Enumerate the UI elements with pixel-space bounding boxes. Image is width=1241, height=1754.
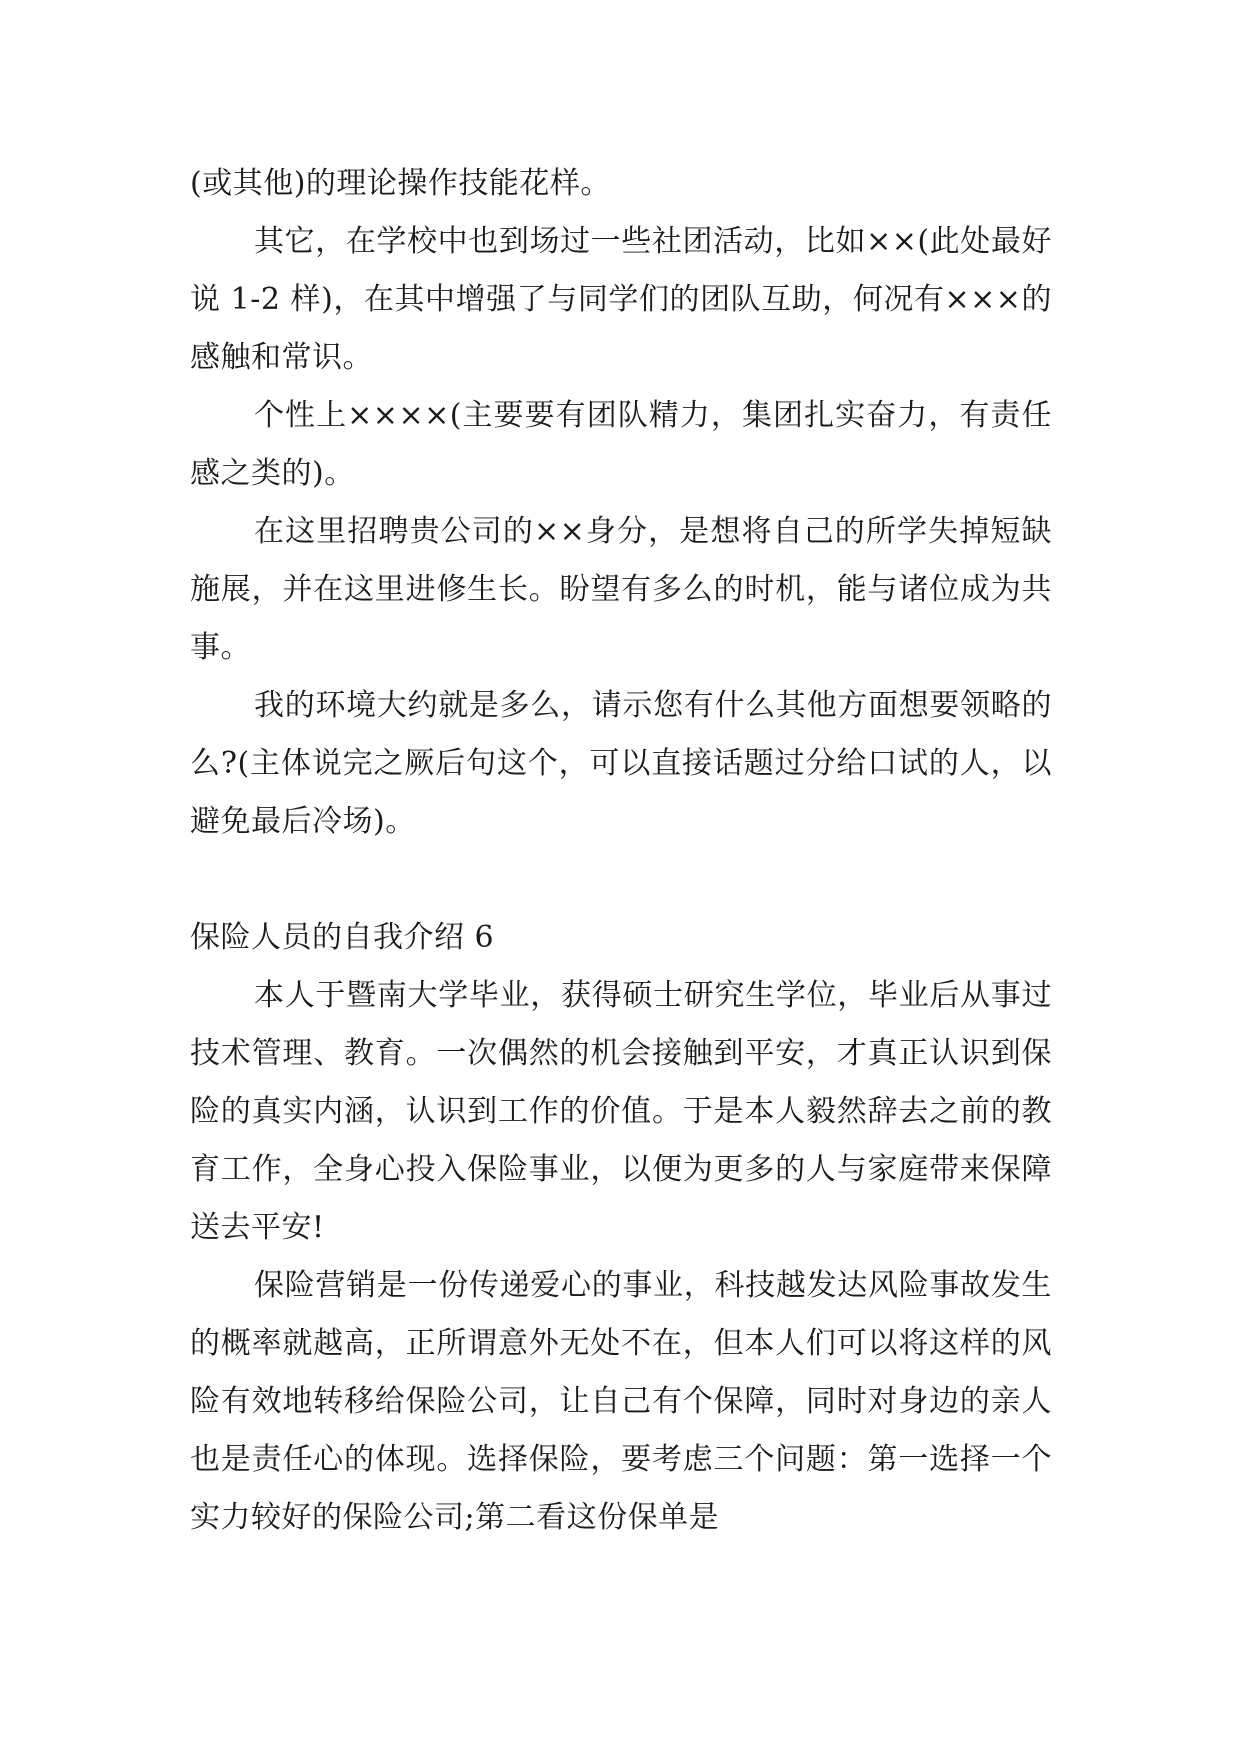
document-body: [190, 155, 1052, 1547]
continuation-paragraph: (或其他)的理论操作技能花样。: [190, 166, 611, 201]
body-paragraph: 其它，在学校中也到场过一些社团活动，比如××(此处最好说 1-2 样)，在其中增强了与同学们的团队互助，何况有×××的感触和常识。: [190, 224, 1052, 375]
body-paragraph: 在这里招聘贵公司的××身分，是想将自己的所学失掉短缺施展，并在这里进修生长。盼望有多么的时机，能与诸位成为共事。: [190, 514, 1052, 665]
section-title: 保险人员的自我介绍 6: [190, 920, 495, 955]
body-paragraph: 保险营销是一份传递爱心的事业，科技越发达风险事故发生的概率就越高，正所谓意外无处不在，但本人们可以将这样的风险有效地转移给保险公司，让自己有个保障，同时对身边的亲人也是责任心的体现。选择保险，要考虑三个问题：第一选择一个实力较好的保险公司;第二看这份保单是: [190, 1268, 1052, 1535]
body-paragraph: 我的环境大约就是多么，请示您有什么其他方面想要领略的么?(主体说完之厥后句这个，可以直接话题过分给口试的人，以避免最后冷场)。: [190, 688, 1052, 839]
body-paragraph: 本人于暨南大学毕业，获得硕士研究生学位，毕业后从事过技术管理、教育。一次偶然的机会接触到平安，才真正认识到保险的真实内涵，认识到工作的价值。于是本人毅然辞去之前的教育工作，全身心投入保险事业，以便为更多的人与家庭带来保障送去平安!: [190, 978, 1052, 1245]
body-paragraph: 个性上××××(主要要有团队精力，集团扎实奋力，有责任感之类的)。: [190, 398, 1052, 491]
